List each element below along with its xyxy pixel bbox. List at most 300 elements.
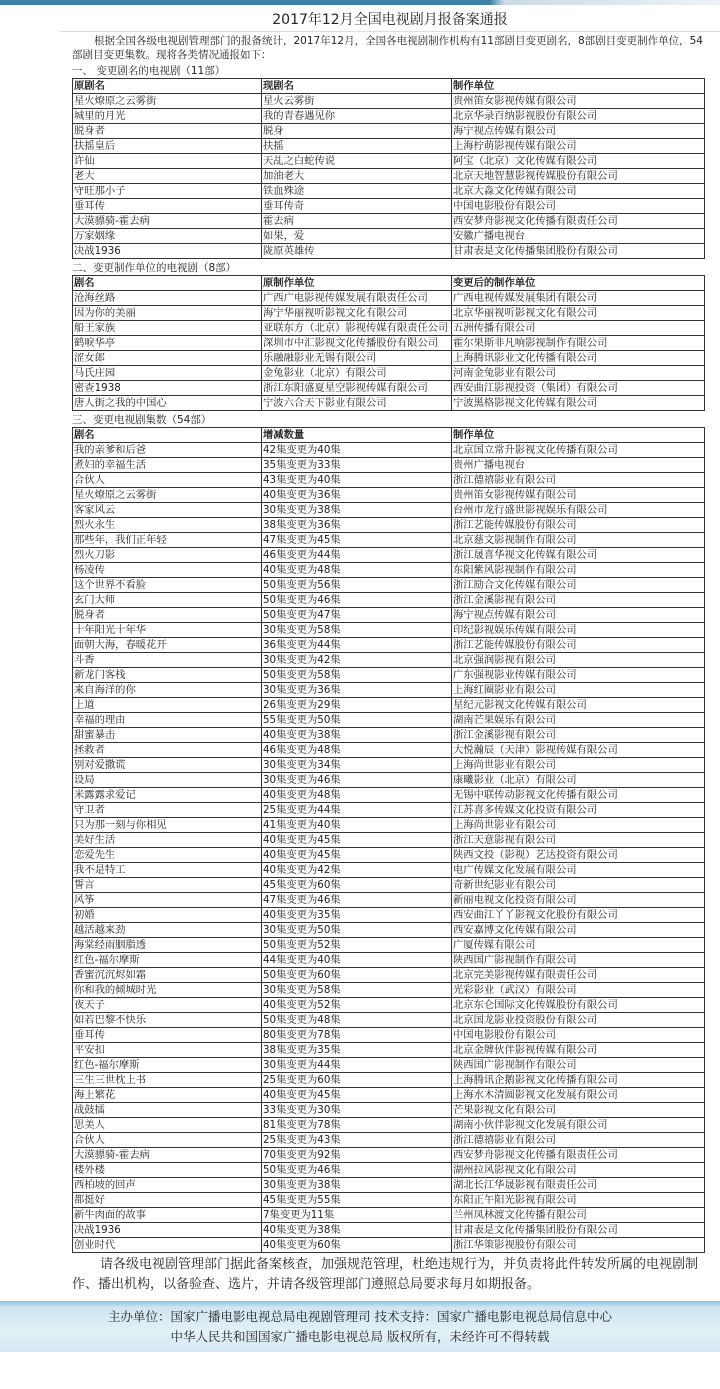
footer-sponsor: 主办单位：国家广播电影电视总局电视剧管理司 技术支持：国家广播电影电视总局信息中心: [108, 1309, 612, 1324]
table-row: [73, 473, 705, 488]
table-cell: 合伙人: [73, 473, 262, 488]
table-cell: 46集变更为48集: [262, 743, 452, 758]
table-cell: 40集变更为45集: [262, 848, 452, 863]
table-cell: 面朝大海，春暖花开: [73, 638, 262, 653]
table-cell: 25集变更为60集: [262, 1073, 452, 1088]
table-cell: 烈火刀影: [73, 548, 262, 563]
table-cell: 乐融融影业无锡有限公司: [262, 351, 452, 366]
table-cell: 电广传媒文化发展有限公司: [452, 863, 705, 878]
table-cell: 上海柠萌影视传媒有限公司: [452, 139, 705, 154]
table-cell: 湖州拉风影视文化有限公司: [452, 1163, 705, 1178]
column-header: 剧名: [73, 276, 262, 291]
table-row: [73, 1073, 705, 1088]
table-cell: 米露露求爱记: [73, 788, 262, 803]
table-cell: 船王家族: [73, 321, 262, 336]
table-cell: 浙江东阳盛夏星空影视传媒有限公司: [262, 381, 452, 396]
table-cell: 煮妇的幸福生活: [73, 458, 262, 473]
table-cell: 广厦传媒有限公司: [452, 938, 705, 953]
table-row: [73, 244, 705, 259]
table-row: [73, 848, 705, 863]
table-cell: 亚联东方（北京）影视传媒有限责任公司: [262, 321, 452, 336]
table-cell: 50集变更为48集: [262, 1013, 452, 1028]
table-cell: 无锡中联传动影视文化传播有限公司: [452, 788, 705, 803]
table-cell: 北京完美影视传媒有限责任公司: [452, 968, 705, 983]
table-cell: 我的亲爹和后爸: [73, 443, 262, 458]
table-cell: 光彩影业（武汉）有限公司: [452, 983, 705, 998]
table-cell: 河南金兔影业有限公司: [452, 366, 705, 381]
table-cell: 垂耳传: [73, 199, 262, 214]
table-cell: 安徽广播电视台: [452, 229, 705, 244]
table-cell: 40集变更为45集: [262, 1088, 452, 1103]
table-cell: 铁血殊途: [262, 184, 452, 199]
table-cell: 上海腾讯影业文化传播有限公司: [452, 351, 705, 366]
table-cell: 43集变更为40集: [262, 473, 452, 488]
table-cell: 45集变更为55集: [262, 1193, 452, 1208]
table-row: [73, 1133, 705, 1148]
table-row: [73, 833, 705, 848]
table-cell: 30集变更为34集: [262, 758, 452, 773]
table-row: [73, 184, 705, 199]
table-cell: 36集变更为44集: [262, 638, 452, 653]
table-cell: 杨凌传: [73, 563, 262, 578]
table-row: [73, 653, 705, 668]
table-cell: 决战1936: [73, 1223, 262, 1238]
table-cell: 40集变更为48集: [262, 788, 452, 803]
table-cell: 设局: [73, 773, 262, 788]
table-cell: 47集变更为46集: [262, 893, 452, 908]
table-cell: 我不是特工: [73, 863, 262, 878]
section1-heading: 一、 变更剧名的电视剧（11部）: [72, 65, 226, 77]
table-cell: 38集变更为36集: [262, 518, 452, 533]
table-cell: 浙江艺能传媒股份有限公司: [452, 638, 705, 653]
table-cell: 45集变更为60集: [262, 878, 452, 893]
table-cell: 决战1936: [73, 244, 262, 259]
table-cell: 美好生活: [73, 833, 262, 848]
closing-paragraph: 请各级电视剧管理部门据此备案核查，加强规范管理，杜绝违规行为，并负责将此件转发所属的电视剧制作、播出机构，以备验查、选片，并请各级管理部门遵照总局要求每月如期报备。: [72, 1257, 699, 1292]
table-cell: 33集变更为30集: [262, 1103, 452, 1118]
table-cell: 40集变更为36集: [262, 488, 452, 503]
table-cell: 7集变更为11集: [262, 1208, 452, 1223]
table-cell: 50集变更为46集: [262, 593, 452, 608]
column-header: 原制作单位: [262, 276, 452, 291]
episode-changed-table: [72, 427, 705, 1253]
table-cell: 上海水木清圆影视文化发展有限公司: [452, 1088, 705, 1103]
table-cell: 来自海洋的你: [73, 683, 262, 698]
table-row: [73, 1103, 705, 1118]
footer: [0, 1301, 720, 1352]
table-cell: 30集变更为58集: [262, 983, 452, 998]
table-cell: 幸福的理由: [73, 713, 262, 728]
table-cell: 拯救者: [73, 743, 262, 758]
table-cell: 垂耳传奇: [262, 199, 452, 214]
column-header: 剧名: [73, 428, 262, 443]
table-cell: 北京国龙影业投资股份有限公司: [452, 1013, 705, 1028]
table-cell: 脱身者: [73, 124, 262, 139]
table-row: [73, 668, 705, 683]
table-cell: 海宁视点传媒有限公司: [452, 608, 705, 623]
table-row: [73, 683, 705, 698]
table-row: [73, 139, 705, 154]
table-cell: 贵州笛女影视传媒有限公司: [452, 488, 705, 503]
table-row: [73, 366, 705, 381]
table-cell: 80集变更为78集: [262, 1028, 452, 1043]
table-cell: 上海腾讯企鹅影视文化传播有限公司: [452, 1073, 705, 1088]
table-cell: 红色-福尔摩斯: [73, 953, 262, 968]
table-row: [73, 154, 705, 169]
table-cell: 金兔影业（北京）有限公司: [262, 366, 452, 381]
table-cell: 如若巴黎不快乐: [73, 1013, 262, 1028]
table-cell: 40集变更为42集: [262, 863, 452, 878]
table-cell: 浙江金溪影视有限公司: [452, 728, 705, 743]
table-cell: 陕西国广影视制作有限公司: [452, 953, 705, 968]
table-cell: 那些年，我们正年轻: [73, 533, 262, 548]
table-cell: 马氏庄园: [73, 366, 262, 381]
table-cell: 陕西国广影视制作有限公司: [452, 1058, 705, 1073]
table-cell: 浙江艺能传媒股份有限公司: [452, 518, 705, 533]
table-cell: 50集变更为56集: [262, 578, 452, 593]
table-cell: 十年阳光十年华: [73, 623, 262, 638]
column-header: 增减数量: [262, 428, 452, 443]
table-cell: 广东强视影业传媒有限公司: [452, 668, 705, 683]
table-cell: 西安梦舟影视文化传播有限责任公司: [452, 214, 705, 229]
table-cell: 霍尔果斯非凡响影视制作有限公司: [452, 336, 705, 351]
table-cell: 81集变更为78集: [262, 1118, 452, 1133]
table-cell: 星纪元影视文化传媒有限公司: [452, 698, 705, 713]
table-cell: 46集变更为44集: [262, 548, 452, 563]
table-cell: 甜蜜暴击: [73, 728, 262, 743]
page-title: 2017年12月全国电视剧月报备案通报: [60, 5, 720, 32]
table-cell: 因为你的美丽: [73, 306, 262, 321]
table-row: [73, 336, 705, 351]
table-row: [73, 503, 705, 518]
table-cell: 浙江金溪影视有限公司: [452, 593, 705, 608]
table-cell: 30集变更为44集: [262, 1058, 452, 1073]
table-cell: 湖北长江华晟影视有限责任公司: [452, 1178, 705, 1193]
table-cell: 北京东仑国际文化传媒股份有限公司: [452, 998, 705, 1013]
table-cell: 初婚: [73, 908, 262, 923]
table-cell: 这个世界不看脸: [73, 578, 262, 593]
table-cell: 只为那一刻与你相见: [73, 818, 262, 833]
table-cell: 中国电影股份有限公司: [452, 1028, 705, 1043]
table-row: [73, 1028, 705, 1043]
table-cell: 越活越来劲: [73, 923, 262, 938]
table-row: [73, 306, 705, 321]
table-cell: 大漠骠骑-霍去病: [73, 214, 262, 229]
table-cell: 40集变更为38集: [262, 728, 452, 743]
table-cell: 中国电影股份有限公司: [452, 199, 705, 214]
column-header: 原剧名: [73, 79, 262, 94]
table-row: [73, 443, 705, 458]
table-row: [73, 728, 705, 743]
table-cell: 战鼓擂: [73, 1103, 262, 1118]
table-cell: 浙江晟喜华视文化传媒有限公司: [452, 548, 705, 563]
table-cell: 西安曲江丫丫影视文化股份有限公司: [452, 908, 705, 923]
table-row: [73, 998, 705, 1013]
table-cell: 30集变更为38集: [262, 1178, 452, 1193]
table-cell: 夜天子: [73, 998, 262, 1013]
table-cell: 50集变更为52集: [262, 938, 452, 953]
table-cell: 印纪影视娱乐传媒有限公司: [452, 623, 705, 638]
table-cell: 贵州广播电视台: [452, 458, 705, 473]
table-row: [73, 458, 705, 473]
table-row: [73, 1193, 705, 1208]
table-cell: 浙江华策影视股份有限公司: [452, 1238, 705, 1253]
intro-paragraph: 根据全国各级电视剧管理部门的报备统计，2017年12月，全国各电视剧制作机构有11部剧目变更剧名，8部剧目变更制作单位，54部剧目变更集数。现将各类情况通报如下：: [72, 35, 703, 61]
table-cell: 斗香: [73, 653, 262, 668]
table-row: [73, 94, 705, 109]
table-row: [73, 124, 705, 139]
table-cell: 浙江德禧影业有限公司: [452, 1133, 705, 1148]
table-cell: 50集变更为60集: [262, 968, 452, 983]
table-cell: 浙江德禧影业有限公司: [452, 473, 705, 488]
table-cell: 30集变更为46集: [262, 773, 452, 788]
table-cell: 海宁视点传媒有限公司: [452, 124, 705, 139]
table-row: [73, 623, 705, 638]
table-cell: 星火云雾街: [262, 94, 452, 109]
table-cell: 东阳紫风影视制作有限公司: [452, 563, 705, 578]
table-cell: 风筝: [73, 893, 262, 908]
table-row: [73, 1178, 705, 1193]
column-header: 制作单位: [452, 428, 705, 443]
table-row: [73, 1118, 705, 1133]
table-cell: 星火燎原之云雾街: [73, 94, 262, 109]
table-cell: 守旺那小子: [73, 184, 262, 199]
table-row: [73, 1208, 705, 1223]
table-row: [73, 953, 705, 968]
renamed-dramas-table: [72, 78, 705, 259]
table-cell: 50集变更为58集: [262, 668, 452, 683]
table-cell: 甘肃表是文化传播集团股份有限公司: [452, 1223, 705, 1238]
table-cell: 25集变更为43集: [262, 1133, 452, 1148]
table-row: [73, 1013, 705, 1028]
table-cell: 星火燎原之云雾街: [73, 488, 262, 503]
table-cell: 40集变更为60集: [262, 1238, 452, 1253]
table-cell: 北京强润影视有限公司: [452, 653, 705, 668]
table-cell: 广西广电影视传媒发展有限责任公司: [262, 291, 452, 306]
table-cell: 誓言: [73, 878, 262, 893]
table-row: [73, 758, 705, 773]
table-cell: 阿宝（北京）文化传媒有限公司: [452, 154, 705, 169]
table-cell: 守卫者: [73, 803, 262, 818]
table-cell: 西安曲江影视投资（集团）有限公司: [452, 381, 705, 396]
table-row: [73, 1043, 705, 1058]
table-cell: 客家风云: [73, 503, 262, 518]
table-cell: 25集变更为44集: [262, 803, 452, 818]
table-cell: 新牛肉面的故事: [73, 1208, 262, 1223]
table-cell: 香蜜沉沉烬如霜: [73, 968, 262, 983]
table-cell: 40集变更为45集: [262, 833, 452, 848]
table-row: [73, 321, 705, 336]
table-row: [73, 518, 705, 533]
table-cell: 涩女郎: [73, 351, 262, 366]
table-cell: 垂耳传: [73, 1028, 262, 1043]
table-cell: 40集变更为35集: [262, 908, 452, 923]
table-cell: 大漠骠骑-霍去病: [73, 1148, 262, 1163]
table-cell: 41集变更为40集: [262, 818, 452, 833]
table-row: [73, 908, 705, 923]
table-row: [73, 381, 705, 396]
table-cell: 北京国立常升影视文化传播有限公司: [452, 443, 705, 458]
table-cell: 我的青春遇见你: [262, 109, 452, 124]
table-row: [73, 713, 705, 728]
table-cell: 扶摇: [262, 139, 452, 154]
table-cell: 创业时代: [73, 1238, 262, 1253]
table-cell: 70集变更为92集: [262, 1148, 452, 1163]
table-cell: 海棠经雨胭脂透: [73, 938, 262, 953]
table-cell: 海上繁花: [73, 1088, 262, 1103]
table-row: [73, 533, 705, 548]
table-cell: 大悦瀚辰（天津）影视传媒有限公司: [452, 743, 705, 758]
table-cell: 恋爱先生: [73, 848, 262, 863]
footer-copyright: 中华人民共和国国家广播电影电视总局 版权所有，未经许可不得转载: [170, 1329, 550, 1344]
table-cell: 42集变更为40集: [262, 443, 452, 458]
table-cell: 合伙人: [73, 1133, 262, 1148]
table-cell: 平安扣: [73, 1043, 262, 1058]
table-cell: 玄门大师: [73, 593, 262, 608]
table-cell: 思美人: [73, 1118, 262, 1133]
document-body: [0, 5, 720, 1295]
table-cell: 26集变更为29集: [262, 698, 452, 713]
table-row: [73, 593, 705, 608]
table-cell: 西安嘉博文化传媒有限公司: [452, 923, 705, 938]
table-cell: 深圳市中汇影视文化传播股份有限公司: [262, 336, 452, 351]
table-cell: 都挺好: [73, 1193, 262, 1208]
table-row: [73, 351, 705, 366]
table-cell: 三生三世枕上书: [73, 1073, 262, 1088]
table-cell: 城里的月光: [73, 109, 262, 124]
table-cell: 扶摇皇后: [73, 139, 262, 154]
table-cell: 浙江天意影视有限公司: [452, 833, 705, 848]
table-row: [73, 548, 705, 563]
table-cell: 新丽电视文化投资有限公司: [452, 893, 705, 908]
table-row: [73, 563, 705, 578]
table-cell: 万家姻缘: [73, 229, 262, 244]
table-cell: 江苏喜多传媒文化投资有限公司: [452, 803, 705, 818]
table-cell: 天乩之白蛇传说: [262, 154, 452, 169]
table-row: [73, 396, 705, 411]
table-row: [73, 229, 705, 244]
table-cell: 芒果影视文化有限公司: [452, 1103, 705, 1118]
table-cell: 许仙: [73, 154, 262, 169]
table-cell: 北京天地智慧影视传媒股份有限公司: [452, 169, 705, 184]
table-cell: 上海尚世影业有限公司: [452, 758, 705, 773]
table-row: [73, 863, 705, 878]
table-cell: 楼外楼: [73, 1163, 262, 1178]
table-row: [73, 578, 705, 593]
table-row: [73, 291, 705, 306]
column-header: 现剧名: [262, 79, 452, 94]
table-cell: 47集变更为45集: [262, 533, 452, 548]
table-cell: 老大: [73, 169, 262, 184]
table-cell: 北京金牌伙伴影视传媒有限公司: [452, 1043, 705, 1058]
table-row: [73, 1088, 705, 1103]
table-cell: 40集变更为38集: [262, 1223, 452, 1238]
table-row: [73, 214, 705, 229]
table-header-row: [73, 79, 705, 94]
table-row: [73, 608, 705, 623]
table-cell: 烈火永生: [73, 518, 262, 533]
table-row: [73, 938, 705, 953]
table-cell: 密查1938: [73, 381, 262, 396]
table-row: [73, 1058, 705, 1073]
table-cell: 广西电视传媒发展集团有限公司: [452, 291, 705, 306]
table-row: [73, 923, 705, 938]
table-row: [73, 1148, 705, 1163]
table-cell: 30集变更为38集: [262, 503, 452, 518]
table-cell: 北京华录百纳影视股份有限公司: [452, 109, 705, 124]
table-cell: 康曦影业（北京）有限公司: [452, 773, 705, 788]
table-cell: 沧海丝路: [73, 291, 262, 306]
table-cell: 鹤唳华亭: [73, 336, 262, 351]
table-cell: 脱身者: [73, 608, 262, 623]
table-row: [73, 488, 705, 503]
table-cell: 宁波六合天下影业有限公司: [262, 396, 452, 411]
section3-heading: 三、变更电视剧集数（54部）: [72, 414, 212, 426]
table-cell: 加油老大: [262, 169, 452, 184]
table-cell: 如果，爱: [262, 229, 452, 244]
table-cell: 东阳正午阳光影视有限公司: [452, 1193, 705, 1208]
table-cell: 50集变更为46集: [262, 1163, 452, 1178]
table-cell: 北京华丽视听影视文化有限公司: [452, 306, 705, 321]
table-cell: 40集变更为48集: [262, 563, 452, 578]
table-cell: 陕西文投（影视）艺达投资有限公司: [452, 848, 705, 863]
table-cell: 30集变更为42集: [262, 653, 452, 668]
table-cell: 湖南芒果娱乐有限公司: [452, 713, 705, 728]
table-cell: 55集变更为50集: [262, 713, 452, 728]
table-cell: 北京大淼文化传媒有限公司: [452, 184, 705, 199]
table-cell: 西安梦舟影视文化传播有限责任公司: [452, 1148, 705, 1163]
table-cell: 五洲传播有限公司: [452, 321, 705, 336]
table-cell: 红色-福尔摩斯: [73, 1058, 262, 1073]
table-cell: 霍去病: [262, 214, 452, 229]
table-cell: 西柏坡的回声: [73, 1178, 262, 1193]
column-header: 变更后的制作单位: [452, 276, 705, 291]
table-row: [73, 169, 705, 184]
table-cell: 脱身: [262, 124, 452, 139]
section2-heading: 二、变更制作单位的电视剧（8部）: [72, 262, 237, 274]
table-row: [73, 199, 705, 214]
table-cell: 贵州笛女影视传媒有限公司: [452, 94, 705, 109]
table-row: [73, 788, 705, 803]
table-row: [73, 1223, 705, 1238]
table-cell: 浙江励合文化传媒有限公司: [452, 578, 705, 593]
table-cell: 宁波黑格影视文化传媒有限公司: [452, 396, 705, 411]
table-header-row: [73, 428, 705, 443]
table-cell: 30集变更为58集: [262, 623, 452, 638]
table-cell: 上道: [73, 698, 262, 713]
table-cell: 38集变更为35集: [262, 1043, 452, 1058]
table-cell: 陇原英雄传: [262, 244, 452, 259]
table-cell: 50集变更为47集: [262, 608, 452, 623]
table-cell: 唐人街之我的中国心: [73, 396, 262, 411]
table-cell: 兰州凤林渡文化传播有限公司: [452, 1208, 705, 1223]
table-row: [73, 893, 705, 908]
table-cell: 台州市龙行盛世影视娱乐有限公司: [452, 503, 705, 518]
table-cell: 你和我的倾城时光: [73, 983, 262, 998]
table-row: [73, 983, 705, 998]
table-cell: 别对爱撒谎: [73, 758, 262, 773]
table-cell: 北京慈文影视制作有限公司: [452, 533, 705, 548]
table-cell: 奇新世纪影业有限公司: [452, 878, 705, 893]
table-row: [73, 1163, 705, 1178]
table-row: [73, 1238, 705, 1253]
table-cell: 35集变更为33集: [262, 458, 452, 473]
column-header: 制作单位: [452, 79, 705, 94]
table-row: [73, 638, 705, 653]
table-row: [73, 968, 705, 983]
table-cell: 上海尚世影业有限公司: [452, 818, 705, 833]
table-row: [73, 109, 705, 124]
